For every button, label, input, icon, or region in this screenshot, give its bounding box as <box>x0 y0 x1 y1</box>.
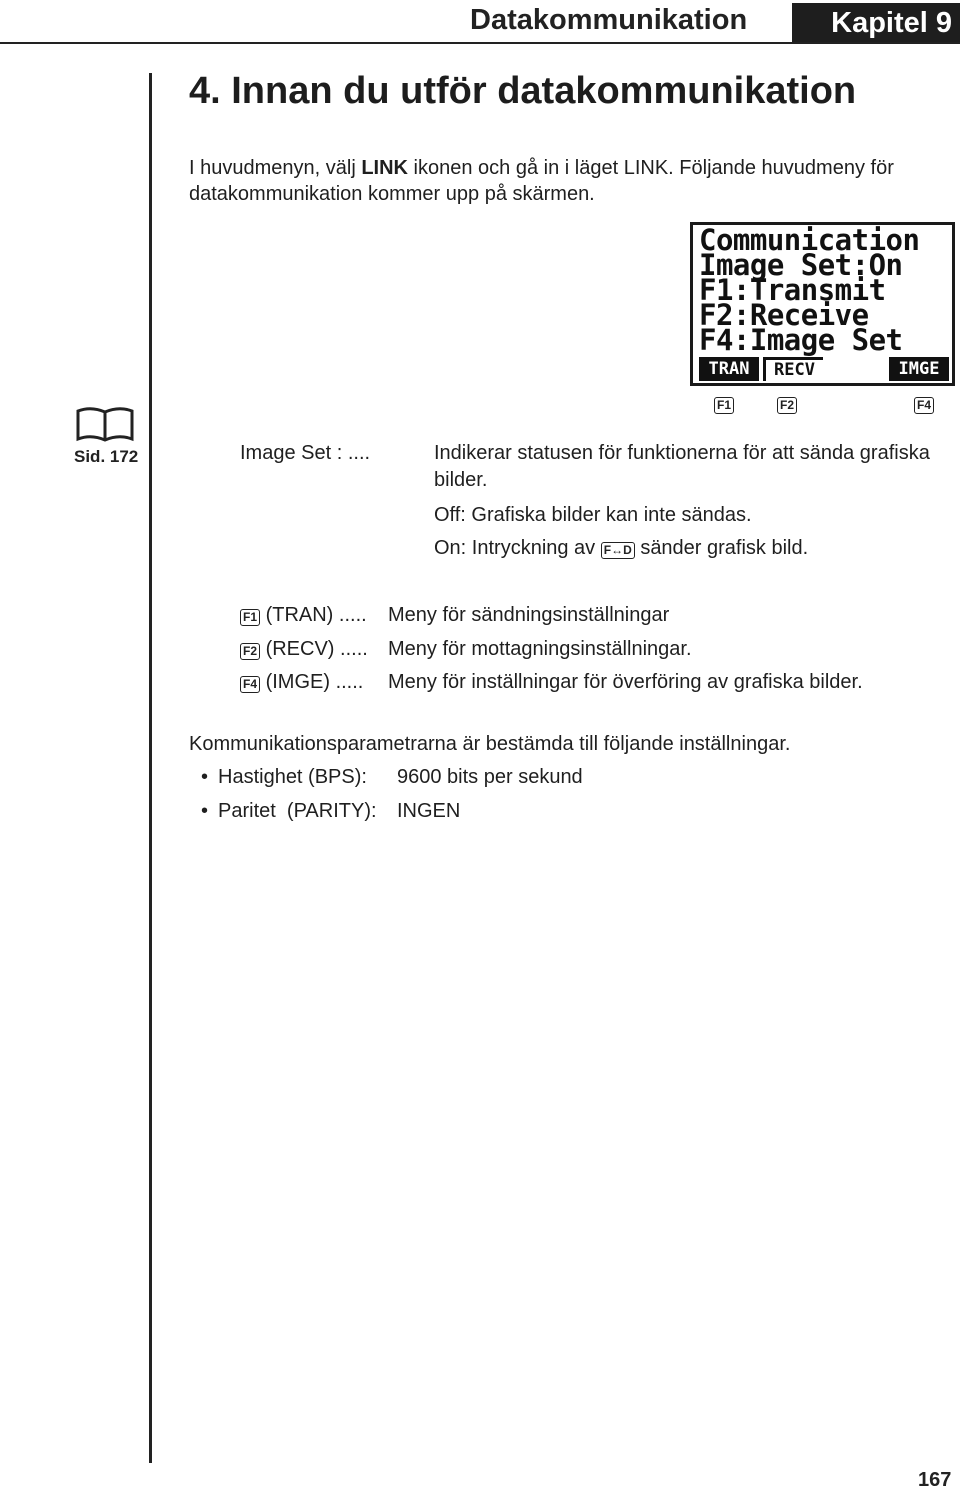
fn-tab-imge: IMGE <box>889 357 949 381</box>
f-d-key-icon: F↔D <box>601 542 635 559</box>
f1-key-icon: F1 <box>240 609 260 626</box>
fkey-code: (TRAN) ..... <box>265 604 367 626</box>
param-label: Paritet (PARITY): <box>218 800 377 822</box>
header-rule <box>0 42 960 44</box>
header-title: Datakommunikation <box>470 4 748 36</box>
f2-key-icon: F2 <box>240 643 260 660</box>
screen-line: F1:Transmit <box>699 273 886 307</box>
f2-key-icon: F2 <box>777 397 797 414</box>
image-set-term: Image Set : .... <box>240 442 371 464</box>
fkey-desc: Meny för inställningar för överföring av grafiska bilder. <box>388 671 863 693</box>
f4-key-icon: F4 <box>240 676 260 693</box>
screen-line: F2:Receive <box>699 298 869 332</box>
side-rule <box>149 73 152 1463</box>
fkey-code: (RECV) ..... <box>265 638 368 660</box>
link-keyword: LINK <box>361 157 408 179</box>
param-bullet: • <box>201 766 209 788</box>
fkey-desc: Meny för sändningsinställningar <box>388 604 670 626</box>
fkey-desc: Meny för mottagningsinställningar. <box>388 638 692 660</box>
param-value: 9600 bits per sekund <box>397 766 583 788</box>
chapter-badge: Kapitel 9 <box>792 3 960 43</box>
image-set-desc: bilder. <box>434 469 488 491</box>
intro-text: ikonen och gå in i läget LINK. Följande huvudmeny för <box>408 157 894 179</box>
intro-paragraph <box>189 155 894 207</box>
param-bullet: • <box>201 800 209 822</box>
fkey-item <box>240 602 367 628</box>
calculator-screen <box>690 222 955 386</box>
intro-text: datakommunikation kommer upp på skärmen. <box>189 183 595 205</box>
fkey-code: (IMGE) ..... <box>265 671 364 693</box>
page-number: 167 <box>918 1469 952 1491</box>
page-reference: Sid. 172 <box>74 447 139 466</box>
f4-key-icon: F4 <box>914 397 934 414</box>
image-set-desc: Indikerar statusen för funktionerna för att sända grafiska <box>434 442 930 464</box>
fn-tab-tran: TRAN <box>699 357 759 381</box>
screen-line: Image Set:On <box>699 248 903 282</box>
image-set-on-text: sänder grafisk bild. <box>640 537 809 559</box>
screen-line: F4:Image Set <box>699 323 903 357</box>
intro-text: I huvudmenyn, välj <box>189 157 362 179</box>
param-label: Hastighet (BPS): <box>218 766 367 788</box>
fkey-item <box>240 669 363 695</box>
image-set-on-text: On: Intryckning av <box>434 537 596 559</box>
fn-tab-recv: RECV <box>763 357 823 381</box>
fkey-item <box>240 636 368 662</box>
f1-key-icon: F1 <box>714 397 734 414</box>
book-icon <box>75 405 135 443</box>
section-title: 4. Innan du utför datakommunikation <box>189 70 857 112</box>
param-value: INGEN <box>397 800 461 822</box>
screen-line: Communication <box>699 223 920 257</box>
image-set-on <box>434 535 808 561</box>
image-set-off: Off: Grafiska bilder kan inte sändas. <box>434 504 752 526</box>
params-intro: Kommunikationsparametrarna är bestämda till följande inställningar. <box>189 733 791 755</box>
